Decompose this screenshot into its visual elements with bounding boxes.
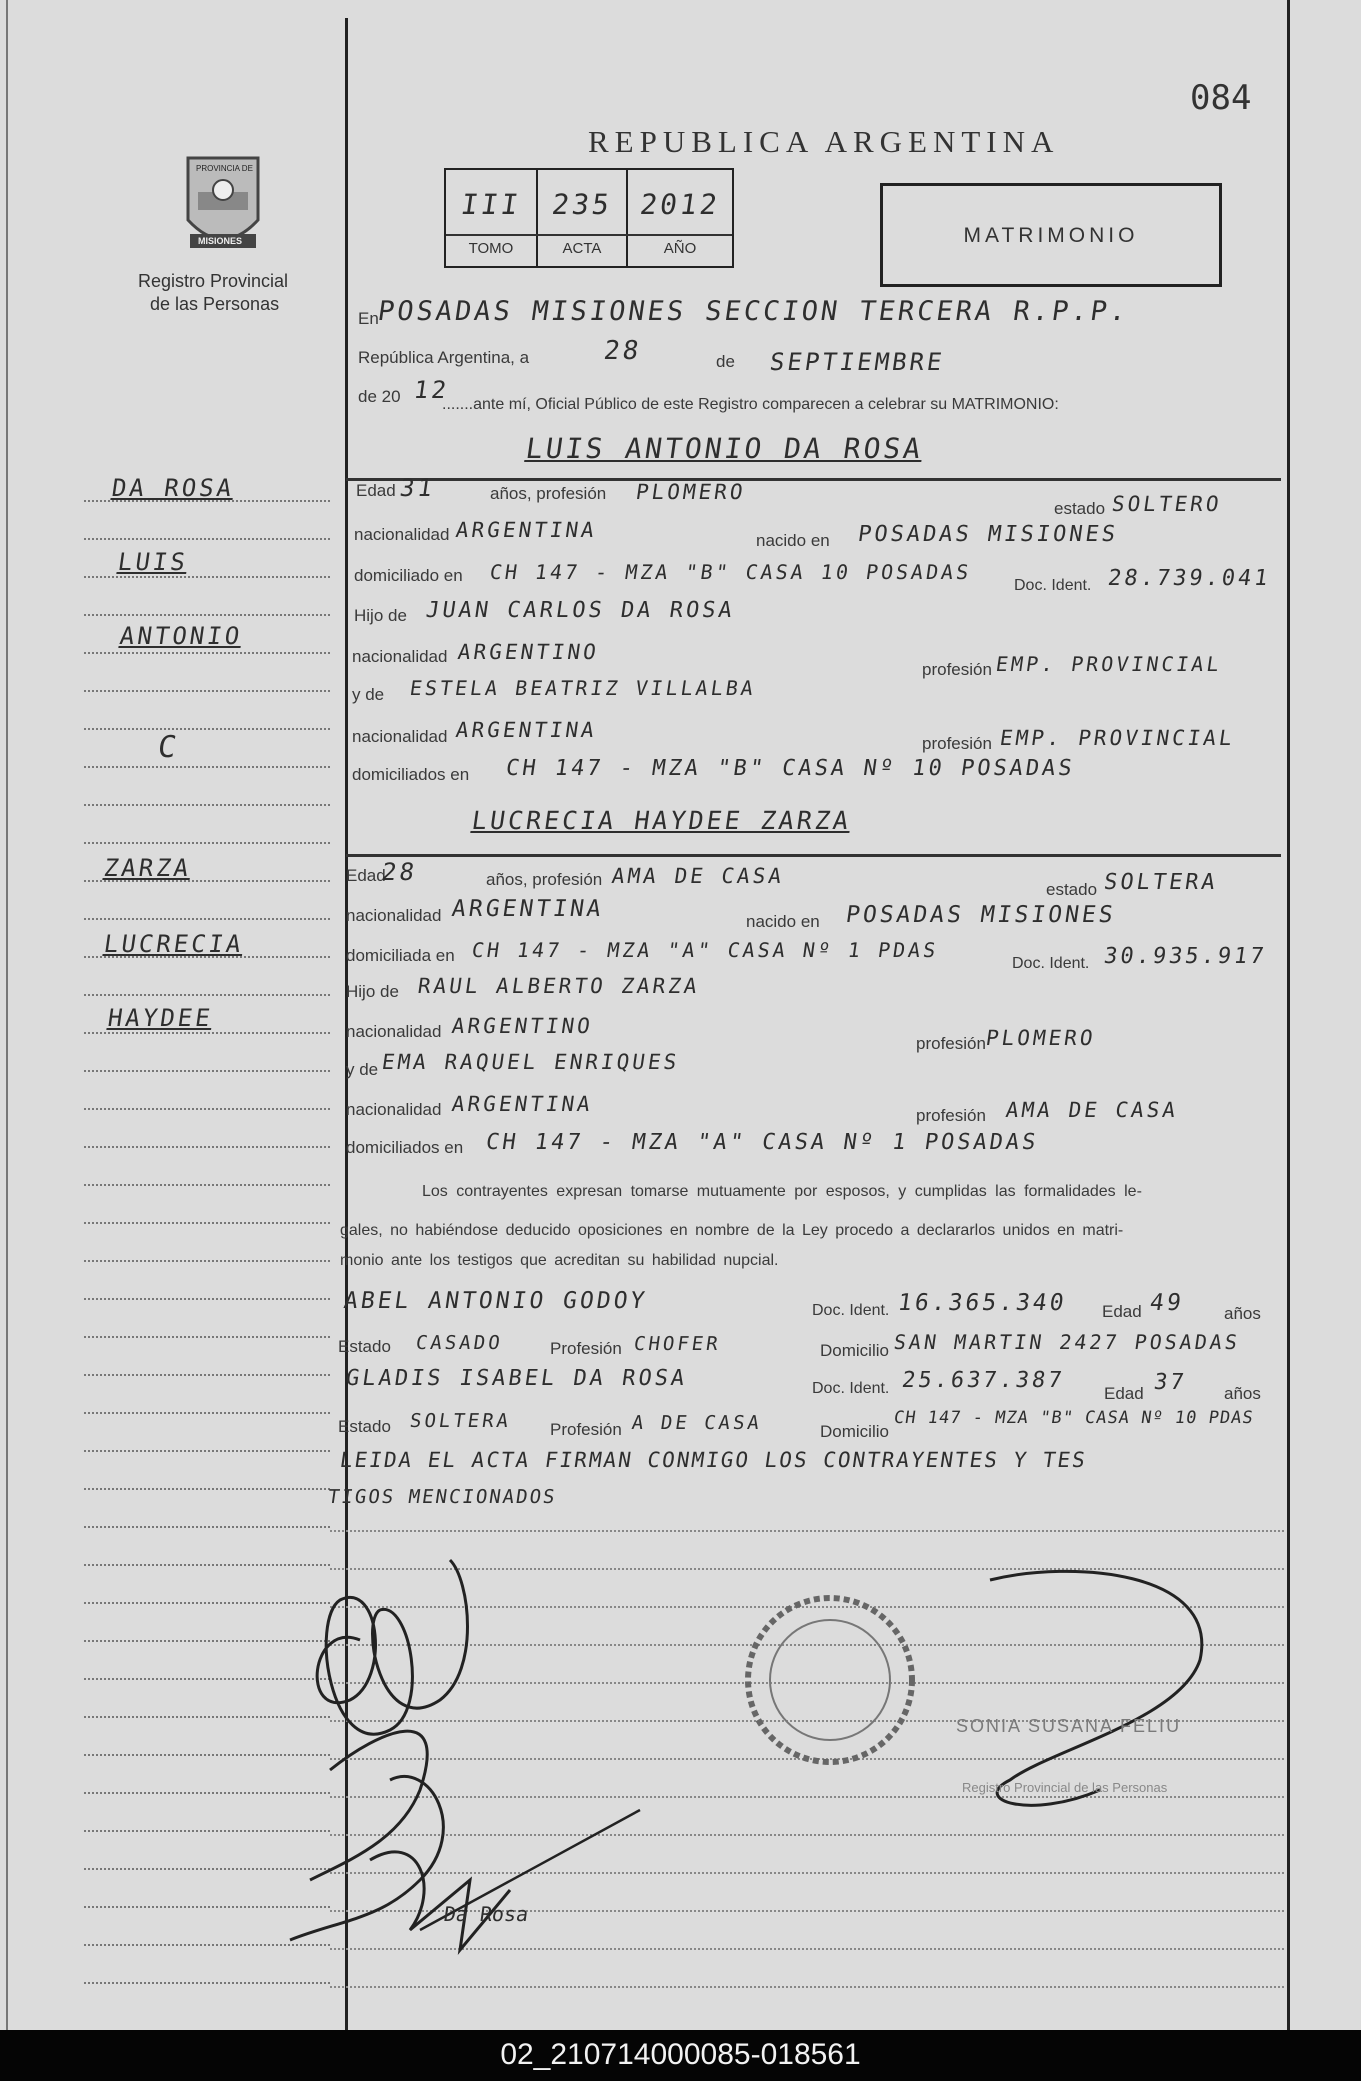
bride-estado: SOLTERA bbox=[1102, 870, 1220, 895]
republica-label: República Argentina, a bbox=[358, 348, 530, 367]
registry-seal bbox=[178, 150, 268, 260]
left-ruling-line bbox=[84, 1032, 330, 1034]
groom-padres-dom: CH 147 - MZA "B" CASA Nº 10 POSADAS bbox=[504, 756, 1077, 781]
ano-value: 2012 bbox=[637, 188, 723, 221]
bride-doc-label: Doc. Ident. bbox=[1012, 955, 1090, 972]
left-ruling-line bbox=[84, 1298, 330, 1300]
witness1-estado-label: Estado bbox=[338, 1337, 391, 1356]
officer-stamp-title: Registro Provincial de las Personas bbox=[962, 1780, 1168, 1795]
bride-madre: EMA RAQUEL ENRIQUES bbox=[380, 1050, 681, 1074]
index-letter: C bbox=[155, 730, 182, 765]
signatures-drawing bbox=[270, 1500, 1270, 1980]
left-ruling-line bbox=[84, 918, 330, 920]
country-title: REPUBLICA ARGENTINA bbox=[588, 124, 1060, 159]
left-ruling-line bbox=[84, 538, 330, 540]
bride-domicilio: CH 147 - MZA "A" CASA Nº 1 PDAS bbox=[470, 938, 940, 962]
groom-madre-prof-label: profesión bbox=[922, 734, 992, 753]
witness1-doc: 16.365.340 bbox=[896, 1290, 1069, 1316]
tomo-value: III bbox=[458, 188, 524, 221]
groom-nacionalidad-label: nacionalidad bbox=[354, 525, 450, 544]
left-ruling-line bbox=[84, 1222, 330, 1224]
bride-padres-dom: CH 147 - MZA "A" CASA Nº 1 POSADAS bbox=[484, 1130, 1041, 1155]
index-middlename: ANTONIO bbox=[118, 622, 245, 650]
groom-domicilio-label: domiciliado en bbox=[354, 566, 463, 585]
groom-doc: 28.739.041 bbox=[1106, 566, 1273, 591]
groom-separator bbox=[346, 478, 1281, 481]
ano-label: AÑO bbox=[663, 240, 697, 257]
groom-padre: JUAN CARLOS DA ROSA bbox=[424, 598, 737, 623]
witness1-profesion: CHOFER bbox=[632, 1333, 723, 1355]
bride-madre-prof-label: profesión bbox=[916, 1106, 986, 1125]
groom-edad: 31 bbox=[398, 474, 437, 502]
left-ruling-line bbox=[84, 1374, 330, 1376]
bride-padre-prof: PLOMERO bbox=[984, 1026, 1098, 1050]
right-border-rule bbox=[1287, 0, 1290, 2030]
groom-madre-prof: EMP. PROVINCIAL bbox=[998, 726, 1237, 750]
de-label: de bbox=[716, 352, 735, 371]
witness1-domicilio: SAN MARTIN 2427 POSADAS bbox=[892, 1330, 1242, 1354]
left-ruling-line bbox=[84, 690, 330, 692]
witness1-estado: CASADO bbox=[414, 1332, 505, 1354]
groom-edad-label: Edad bbox=[356, 481, 396, 500]
bride-yde-label: y de bbox=[346, 1060, 379, 1079]
witness2-anos-label: años bbox=[1224, 1384, 1261, 1403]
witness2-profesion-label: Profesión bbox=[550, 1420, 622, 1439]
groom-padre-nac-label: nacionalidad bbox=[352, 647, 448, 666]
bride-madre-nac: ARGENTINA bbox=[450, 1092, 595, 1116]
place-value: POSADAS MISIONES SECCION TERCERA R.P.P. bbox=[375, 296, 1132, 327]
witness2-estado: SOLTERA bbox=[408, 1410, 513, 1432]
far-left-rule bbox=[6, 0, 8, 2030]
witness2-edad: 37 bbox=[1152, 1370, 1189, 1395]
groom-profesion-label: años, profesión bbox=[490, 484, 607, 503]
witness1-edad-label: Edad bbox=[1102, 1302, 1142, 1321]
closing-line1: LEIDA EL ACTA FIRMAN CONMIGO LOS CONTRAYENTES Y TES bbox=[338, 1448, 1089, 1472]
left-ruling-line bbox=[84, 728, 330, 730]
index-bride-firstname: LUCRECIA bbox=[102, 930, 246, 958]
index-bride-middlename: HAYDEE bbox=[106, 1004, 215, 1032]
act-type-box bbox=[880, 183, 1222, 287]
witness1-name: ABEL ANTONIO GODOY bbox=[342, 1288, 650, 1314]
left-ruling-line bbox=[84, 1260, 330, 1262]
en-label: En bbox=[358, 309, 379, 328]
month-value: SEPTIEMBRE bbox=[768, 348, 947, 376]
index-surname: DA ROSA bbox=[110, 474, 237, 502]
left-ruling-line bbox=[84, 1982, 330, 1984]
bride-separator bbox=[346, 854, 1281, 857]
bride-nacido-label: nacido en bbox=[746, 912, 820, 931]
tomo-acta-ano-table bbox=[444, 168, 734, 268]
groom-padre-nac: ARGENTINO bbox=[456, 640, 601, 664]
left-ruling-line bbox=[84, 804, 330, 806]
left-ruling-line bbox=[84, 576, 330, 578]
left-ruling-line bbox=[84, 1184, 330, 1186]
left-ruling-line bbox=[84, 1450, 330, 1452]
bride-madre-prof: AMA DE CASA bbox=[1004, 1098, 1180, 1122]
declaration-line2: gales, no habiéndose deducido oposiciones en nombre de la Ley procedo a declararlos unidos en matri- bbox=[340, 1222, 1124, 1239]
groom-doc-label: Doc. Ident. bbox=[1014, 577, 1092, 594]
bride-hijo-label: Hijo de bbox=[346, 982, 399, 1001]
groom-hijo-label: Hijo de bbox=[354, 606, 407, 625]
bride-nacionalidad: ARGENTINA bbox=[450, 896, 606, 922]
left-ruling-line bbox=[84, 652, 330, 654]
signature-caption: Da Rosa bbox=[442, 1902, 530, 1926]
main-ruling-line bbox=[330, 1986, 1284, 1988]
groom-padre-prof-label: profesión bbox=[922, 660, 992, 679]
witness2-name: GLADIS ISABEL DA ROSA bbox=[344, 1366, 689, 1391]
witness2-domicilio: CH 147 - MZA "B" CASA Nº 10 PDAS bbox=[892, 1408, 1255, 1428]
bride-edad-label: Edad bbox=[346, 866, 386, 885]
bride-profesion-label: años, profesión bbox=[486, 870, 603, 889]
left-ruling-line bbox=[84, 1412, 330, 1414]
act-type-label: MATRIMONIO bbox=[963, 224, 1139, 247]
tomo-label: TOMO bbox=[468, 240, 514, 257]
witness1-profesion-label: Profesión bbox=[550, 1339, 622, 1358]
registry-name-line1: Registro Provincial bbox=[138, 271, 289, 291]
bride-nacido: POSADAS MISIONES bbox=[844, 902, 1118, 928]
year-prefix: de 20 bbox=[358, 387, 401, 406]
groom-estado-label: estado bbox=[1054, 499, 1106, 518]
groom-padre-prof: EMP. PROVINCIAL bbox=[994, 652, 1224, 676]
left-ruling-line bbox=[84, 842, 330, 844]
left-ruling-line bbox=[84, 614, 330, 616]
bride-padre: RAUL ALBERTO ZARZA bbox=[416, 974, 702, 998]
bride-nacionalidad-label: nacionalidad bbox=[346, 906, 442, 925]
index-bride-surname: ZARZA bbox=[102, 854, 194, 882]
bride-madre-nac-label: nacionalidad bbox=[346, 1100, 442, 1119]
groom-nacionalidad: ARGENTINA bbox=[454, 518, 599, 542]
registry-name-line2: de las Personas bbox=[150, 294, 280, 314]
bride-estado-label: estado bbox=[1046, 880, 1098, 899]
groom-yde-label: y de bbox=[352, 685, 385, 704]
acta-label: ACTA bbox=[562, 240, 602, 257]
intro-text: .......ante mí, Oficial Público de este Registro comparecen a celebrar su MATRIMONIO: bbox=[442, 396, 1059, 413]
groom-madre-nac-label: nacionalidad bbox=[352, 727, 448, 746]
left-ruling-line bbox=[84, 766, 330, 768]
groom-madre: ESTELA BEATRIZ VILLALBA bbox=[408, 676, 758, 700]
groom-padres-dom-label: domiciliados en bbox=[352, 765, 470, 784]
groom-domicilio: CH 147 - MZA "B" CASA 10 POSADAS bbox=[488, 560, 973, 584]
day-value: 28 bbox=[601, 336, 644, 366]
bride-edad: 28 bbox=[380, 858, 419, 886]
acta-value: 235 bbox=[549, 188, 615, 221]
seal-text-top: PROVINCIA DE bbox=[196, 164, 253, 173]
groom-nacido: POSADAS MISIONES bbox=[856, 522, 1120, 547]
left-ruling-line bbox=[84, 1146, 330, 1148]
witness1-doc-label: Doc. Ident. bbox=[812, 1302, 890, 1319]
bride-profesion: AMA DE CASA bbox=[610, 864, 786, 888]
left-ruling-line bbox=[84, 1488, 330, 1490]
witness1-domicilio-label: Domicilio bbox=[820, 1341, 889, 1360]
left-ruling-line bbox=[84, 1070, 330, 1072]
witness1-anos-label: años bbox=[1224, 1304, 1261, 1323]
left-ruling-line bbox=[84, 1108, 330, 1110]
groom-name: LUIS ANTONIO DA ROSA bbox=[523, 432, 926, 465]
bride-padre-nac-label: nacionalidad bbox=[346, 1022, 442, 1041]
declaration-line1: Los contrayentes expresan tomarse mutuamente por esposos, y cumplidas las formalidades le- bbox=[422, 1183, 1142, 1200]
left-ruling-line bbox=[84, 994, 330, 996]
witness2-doc: 25.637.387 bbox=[900, 1368, 1067, 1393]
page-number: 084 bbox=[1190, 78, 1252, 118]
groom-profesion: PLOMERO bbox=[634, 480, 748, 504]
bride-padre-nac: ARGENTINO bbox=[450, 1014, 595, 1038]
officer-stamp-name: SONIA SUSANA FELIU bbox=[956, 1716, 1182, 1736]
witness2-estado-label: Estado bbox=[338, 1417, 391, 1436]
closing-line2: TIGOS MENCIONADOS bbox=[326, 1486, 559, 1508]
bride-doc: 30.935.917 bbox=[1102, 944, 1269, 969]
groom-madre-nac: ARGENTINA bbox=[454, 718, 599, 742]
groom-nacido-label: nacido en bbox=[756, 531, 830, 550]
groom-estado: SOLTERO bbox=[1110, 492, 1224, 516]
footer-identifier: 02_210714000085-018561 bbox=[0, 2030, 1361, 2081]
witness2-profesion: A DE CASA bbox=[630, 1412, 764, 1434]
bride-padre-prof-label: profesión bbox=[916, 1034, 986, 1053]
witness2-edad-label: Edad bbox=[1104, 1384, 1144, 1403]
bride-name: LUCRECIA HAYDEE ZARZA bbox=[469, 806, 854, 835]
index-firstname: LUIS bbox=[116, 548, 190, 576]
witness2-doc-label: Doc. Ident. bbox=[812, 1380, 890, 1397]
seal-text-bottom: MISIONES bbox=[198, 236, 243, 246]
bride-padres-dom-label: domiciliados en bbox=[346, 1138, 464, 1157]
witness2-domicilio-label: Domicilio bbox=[820, 1422, 889, 1441]
witness1-edad: 49 bbox=[1148, 1290, 1186, 1316]
bride-domicilio-label: domiciliada en bbox=[346, 946, 455, 965]
left-ruling-line bbox=[84, 1336, 330, 1338]
year-suffix: 12 bbox=[412, 376, 451, 404]
declaration-line3: monio ante los testigos que acreditan su habilidad nupcial. bbox=[340, 1252, 779, 1269]
